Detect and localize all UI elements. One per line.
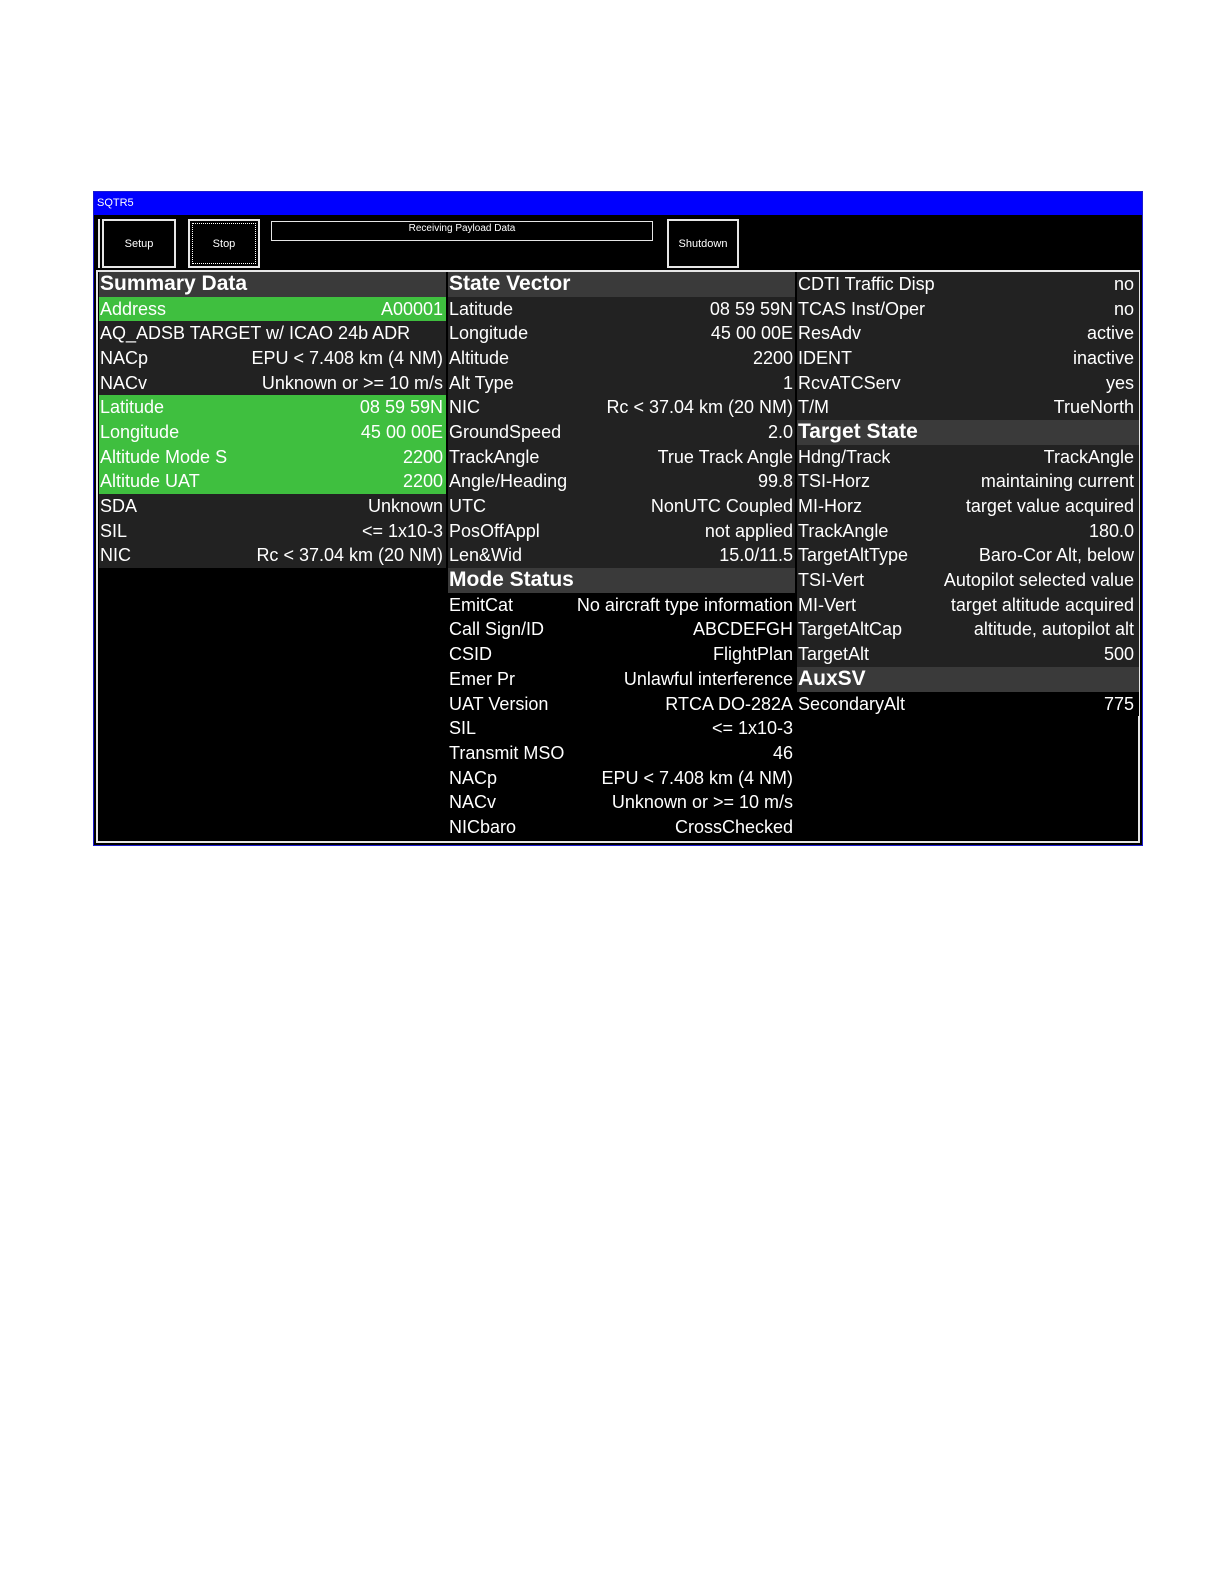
field-value: no <box>1113 273 1134 294</box>
mode-status-row <box>448 741 795 766</box>
field-value: 99.8 <box>757 471 793 492</box>
summary-row <box>99 420 446 445</box>
field-label: Latitude <box>100 397 165 418</box>
field-label: Angle/Heading <box>449 471 568 492</box>
field-label: Longitude <box>449 323 529 344</box>
summary-row <box>99 321 446 346</box>
capability-row <box>797 297 1139 322</box>
field-label: TSI-Vert <box>798 570 865 591</box>
field-value: A00001 <box>380 298 443 319</box>
target-state-row <box>797 593 1139 618</box>
field-label: NIC <box>100 545 131 566</box>
field-label: SecondaryAlt <box>798 693 906 714</box>
field-label: Alt Type <box>449 372 514 393</box>
field-label: CDTI Traffic Disp <box>798 273 935 294</box>
mode-status-rows <box>448 593 795 840</box>
field-value: not applied <box>704 520 793 541</box>
field-label: Emer Pr <box>449 668 516 689</box>
field-label: SIL <box>449 718 477 739</box>
field-value: no <box>1113 298 1134 319</box>
field-value: 2.0 <box>767 421 793 442</box>
summary-rows <box>99 297 446 569</box>
app-window <box>93 191 1143 846</box>
summary-column <box>99 272 446 568</box>
target-state-row <box>797 519 1139 544</box>
mode-status-row <box>448 815 795 840</box>
field-label: TrackAngle <box>449 446 540 467</box>
target-state-row <box>797 544 1139 569</box>
state-vector-row <box>448 470 795 495</box>
field-value: EPU < 7.408 km (4 NM) <box>251 347 443 368</box>
toolbar-divider <box>98 219 100 268</box>
field-value: ABCDEFGH <box>692 619 793 640</box>
field-value: Unknown <box>367 496 443 517</box>
state-vector-row <box>448 519 795 544</box>
mode-status-row <box>448 642 795 667</box>
field-value: target value acquired <box>965 496 1134 517</box>
field-value: 08 59 59N <box>709 298 793 319</box>
mode-status-row <box>448 716 795 741</box>
field-label: NACv <box>449 792 497 813</box>
field-value: EPU < 7.408 km (4 NM) <box>601 767 793 788</box>
field-value: 46 <box>772 742 793 763</box>
capability-row <box>797 395 1139 420</box>
summary-row <box>99 371 446 396</box>
capability-row <box>797 371 1139 396</box>
field-label: TargetAltType <box>798 545 909 566</box>
field-label: IDENT <box>798 347 852 368</box>
summary-row <box>99 395 446 420</box>
summary-row <box>99 445 446 470</box>
field-label: T/M <box>798 397 829 418</box>
field-value: 2200 <box>402 446 443 467</box>
field-value: Unlawful interference <box>623 668 793 689</box>
field-label: RcvATCServ <box>798 372 901 393</box>
field-value: active <box>1086 323 1134 344</box>
state-vector-row <box>448 544 795 569</box>
field-value: Autopilot selected value <box>943 570 1134 591</box>
field-label: UAT Version <box>449 693 549 714</box>
mode-status-row <box>448 790 795 815</box>
field-value: Unknown or >= 10 m/s <box>611 792 793 813</box>
field-label: MI-Vert <box>798 594 857 615</box>
field-label: TargetAlt <box>798 644 870 665</box>
field-value: altitude, autopilot alt <box>973 619 1134 640</box>
field-label: Latitude <box>449 298 514 319</box>
status-message: Receiving Payload Data <box>271 221 653 241</box>
setup-button[interactable]: Setup <box>102 219 176 268</box>
field-label: Longitude <box>100 421 180 442</box>
field-label: Len&Wid <box>449 545 523 566</box>
section-title-target-state: Target State <box>797 420 1139 445</box>
section-title-aux-sv: AuxSV <box>797 667 1139 692</box>
field-label: Altitude Mode S <box>100 446 228 467</box>
aux-sv-row <box>797 692 1139 717</box>
field-value: NonUTC Coupled <box>650 496 793 517</box>
field-label: ResAdv <box>798 323 862 344</box>
field-label: Address <box>100 298 167 319</box>
field-value: 08 59 59N <box>359 397 443 418</box>
field-value: <= 1x10-3 <box>361 520 443 541</box>
section-title-summary: Summary Data <box>99 272 446 297</box>
field-label: NIC <box>449 397 480 418</box>
field-value: 1 <box>782 372 793 393</box>
state-vector-row <box>448 371 795 396</box>
state-vector-column <box>448 272 795 840</box>
field-label: Transmit MSO <box>449 742 565 763</box>
field-label: Hdng/Track <box>798 446 891 467</box>
target-state-row <box>797 445 1139 470</box>
field-label: SIL <box>100 520 128 541</box>
mode-status-row <box>448 692 795 717</box>
field-label: AQ_ADSB TARGET w/ ICAO 24b ADR <box>100 323 411 344</box>
field-value: Rc < 37.04 km (20 NM) <box>606 397 793 418</box>
section-title-state-vector: State Vector <box>448 272 795 297</box>
summary-row <box>99 470 446 495</box>
field-value: No aircraft type information <box>576 594 793 615</box>
state-vector-row <box>448 321 795 346</box>
field-label: EmitCat <box>449 594 514 615</box>
field-label: Altitude <box>449 347 510 368</box>
field-value: <= 1x10-3 <box>711 718 793 739</box>
field-value: Unknown or >= 10 m/s <box>261 372 443 393</box>
field-label: CSID <box>449 644 493 665</box>
state-vector-row <box>448 445 795 470</box>
field-value: 45 00 00E <box>360 421 443 442</box>
field-label: TSI-Horz <box>798 471 870 492</box>
target-state-row <box>797 642 1139 667</box>
target-state-row <box>797 568 1139 593</box>
field-value: maintaining current <box>980 471 1134 492</box>
target-state-row <box>797 618 1139 643</box>
window-title: SQTR5 <box>94 192 1142 215</box>
field-label: GroundSpeed <box>449 421 562 442</box>
mode-status-row <box>448 618 795 643</box>
summary-row <box>99 297 446 322</box>
field-value: 15.0/11.5 <box>719 545 793 566</box>
field-label: TargetAltCap <box>798 619 903 640</box>
field-value: 2200 <box>402 471 443 492</box>
field-label: NACp <box>100 347 149 368</box>
field-value: True Track Angle <box>657 446 793 467</box>
target-state-rows <box>797 445 1139 667</box>
stop-button[interactable]: Stop <box>188 219 260 268</box>
state-vector-row <box>448 395 795 420</box>
field-label: NICbaro <box>449 816 517 837</box>
field-value: 45 00 00E <box>710 323 793 344</box>
field-label: SDA <box>100 496 138 517</box>
field-value: inactive <box>1072 347 1134 368</box>
state-vector-row <box>448 297 795 322</box>
field-label: Call Sign/ID <box>449 619 545 640</box>
field-value: 500 <box>1103 644 1134 665</box>
field-label: TCAS Inst/Oper <box>798 298 926 319</box>
capability-row <box>797 346 1139 371</box>
state-vector-row <box>448 494 795 519</box>
summary-row <box>99 519 446 544</box>
shutdown-button[interactable]: Shutdown <box>667 219 739 268</box>
field-value: TrackAngle <box>1043 446 1134 467</box>
target-state-row <box>797 494 1139 519</box>
field-label: UTC <box>449 496 486 517</box>
aux-sv-rows <box>797 692 1139 717</box>
mode-status-row <box>448 766 795 791</box>
field-value: Rc < 37.04 km (20 NM) <box>256 545 443 566</box>
mode-status-row <box>448 593 795 618</box>
summary-row <box>99 494 446 519</box>
field-label: TrackAngle <box>798 520 889 541</box>
field-value: 775 <box>1103 693 1134 714</box>
capability-rows <box>797 272 1139 420</box>
data-panel <box>96 270 1140 843</box>
mode-status-row <box>448 667 795 692</box>
field-value: target altitude acquired <box>950 594 1134 615</box>
toolbar <box>94 215 1142 270</box>
target-column <box>797 272 1139 716</box>
state-vector-rows <box>448 297 795 569</box>
state-vector-row <box>448 346 795 371</box>
section-title-mode-status: Mode Status <box>448 568 795 593</box>
field-value: 180.0 <box>1088 520 1134 541</box>
field-value: CrossChecked <box>674 816 793 837</box>
summary-row <box>99 544 446 569</box>
field-label: NACp <box>449 767 498 788</box>
field-value: 2200 <box>752 347 793 368</box>
field-value: Baro-Cor Alt, below <box>978 545 1134 566</box>
field-label: MI-Horz <box>798 496 862 517</box>
summary-row <box>99 346 446 371</box>
state-vector-row <box>448 420 795 445</box>
field-label: NACv <box>100 372 148 393</box>
target-state-row <box>797 470 1139 495</box>
capability-row <box>797 321 1139 346</box>
field-value: FlightPlan <box>712 644 793 665</box>
field-value: RTCA DO-282A <box>665 693 793 714</box>
field-value: yes <box>1105 372 1134 393</box>
field-value: TrueNorth <box>1053 397 1134 418</box>
capability-row <box>797 272 1139 297</box>
field-label: PosOffAppl <box>449 520 540 541</box>
field-label: Altitude UAT <box>100 471 200 492</box>
